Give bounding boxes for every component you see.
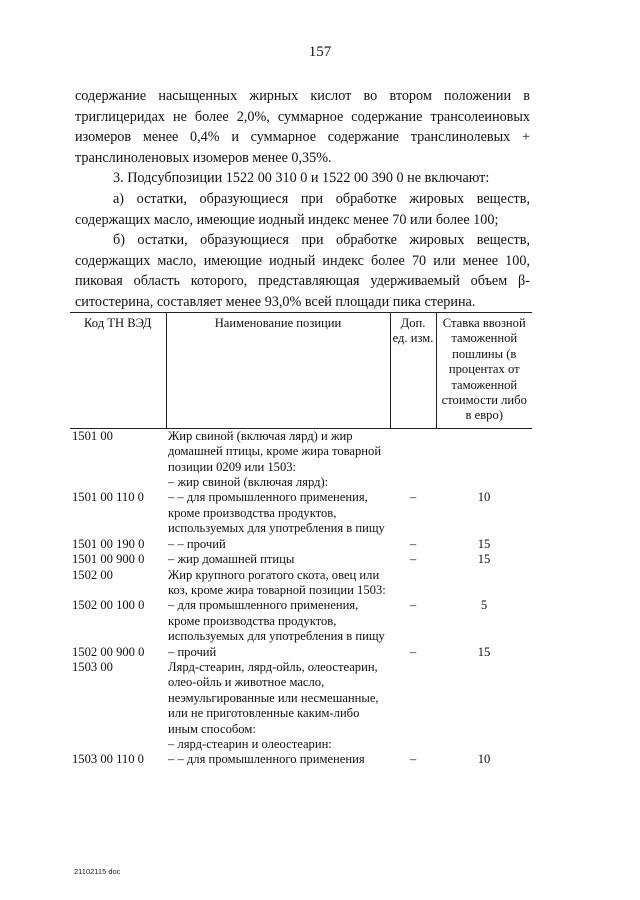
row-unit [390, 660, 436, 737]
row-unit [390, 428, 436, 475]
row-code: 1503 00 [72, 659, 113, 674]
row-unit: – [409, 536, 417, 551]
row-rate [436, 660, 532, 737]
header-rate: Ставка ввозной таможенной пошлины (в процентах от таможенной стоимости либо в евро) [436, 313, 532, 429]
table-row [70, 568, 532, 599]
row-name: – прочий [168, 644, 217, 659]
row-rate: 5 [480, 598, 488, 613]
table-header-row [70, 313, 532, 429]
row-name: Жир свиной (включая лярд) и жир домашней птицы, кроме жира товарной позиции 0209 или 1503: [168, 428, 382, 474]
row-rate: 10 [477, 752, 491, 767]
row-rate: 15 [477, 536, 491, 551]
tariff-table [70, 312, 532, 768]
row-unit: – [409, 752, 417, 767]
paragraph-2: 3. Подсубпозиции 1522 00 310 0 и 1522 00 390 0 не включают: [113, 170, 490, 187]
row-code: 1502 00 [72, 567, 113, 582]
table-row [70, 428, 532, 475]
row-rate: 15 [477, 552, 491, 567]
row-name: Лярд-стеарин, лярд-ойль, олеостеарин, олео-ойль и животное масло, неэмульгированные или несмешанные, или не приготовленные каким-либо иным способом: [168, 659, 379, 736]
row-unit [390, 737, 436, 752]
header-name: Наименование позиции [166, 313, 390, 429]
row-code [70, 737, 166, 752]
row-unit: – [409, 552, 417, 567]
table-row [70, 752, 532, 767]
row-code: 1501 00 190 0 [72, 536, 145, 551]
table-row [70, 660, 532, 737]
header-code: Код ТН ВЭД [70, 313, 166, 429]
row-unit [390, 568, 436, 599]
table-row [70, 598, 532, 644]
table-row [70, 490, 532, 536]
table-row [70, 737, 532, 752]
row-name: – – для промышленного применения, кроме производства продуктов, используемых для употребления в пищу [168, 490, 385, 536]
header-unit: Доп. ед. изм. [390, 313, 436, 429]
row-code: 1501 00 [72, 428, 113, 443]
row-code [70, 475, 166, 490]
table-row [70, 552, 532, 567]
row-rate: 10 [477, 490, 491, 505]
row-code: 1501 00 110 0 [72, 490, 144, 505]
row-code: 1502 00 100 0 [72, 598, 145, 613]
table-row [70, 537, 532, 552]
paragraph-item-a: а) остатки, образующиеся при обработке жировых веществ, содержащих масло, имеющие иодный индекс менее 70 или более 100; [75, 190, 530, 228]
paragraph-item-b: б) остатки, образующиеся при обработке жировых веществ, содержащих масло, имеющие иодный индекс более 70 или менее 100, пиковая область которого, представляющая удерживаемый объем β-ситостерина, составляет менее 93,0% всей площади пика стерина. [75, 232, 530, 310]
row-name: – – для промышленного применения [168, 752, 365, 767]
row-name: – жир домашней птицы [168, 552, 295, 567]
footer-doc-id: 21102115 doc [74, 867, 121, 876]
table-row [70, 645, 532, 660]
row-unit [390, 475, 436, 490]
row-rate [436, 737, 532, 752]
row-name: – – прочий [168, 536, 226, 551]
row-rate: 15 [477, 644, 491, 659]
row-rate [436, 428, 532, 475]
row-code: 1501 00 900 0 [72, 552, 145, 567]
row-rate [436, 475, 532, 490]
row-name: – для промышленного применения, кроме производства продуктов, используемых для употребления в пищу [168, 598, 385, 644]
row-unit: – [409, 644, 417, 659]
table-row [70, 475, 532, 490]
row-name: Жир крупного рогатого скота, овец или коз, кроме жира товарной позиции 1503: [168, 567, 386, 597]
row-unit: – [409, 598, 417, 613]
row-unit: – [409, 490, 417, 505]
paragraph-1: содержание насыщенных жирных кислот во втором положении в триглицеридах не более 2,0%, суммарное содержание трансолеиновых изомеров менее 0,4% и суммарное содержание транслинолевых + транслиноленовых изомеров менее 0,35%. [75, 88, 530, 166]
row-rate [436, 568, 532, 599]
row-name: – лярд-стеарин и олеостеарин: [168, 736, 332, 751]
row-code: 1503 00 110 0 [72, 752, 144, 767]
body-text [75, 86, 530, 313]
row-name: – жир свиной (включая лярд): [168, 475, 329, 490]
row-code: 1502 00 900 0 [72, 644, 145, 659]
page-number: 157 [308, 44, 332, 60]
